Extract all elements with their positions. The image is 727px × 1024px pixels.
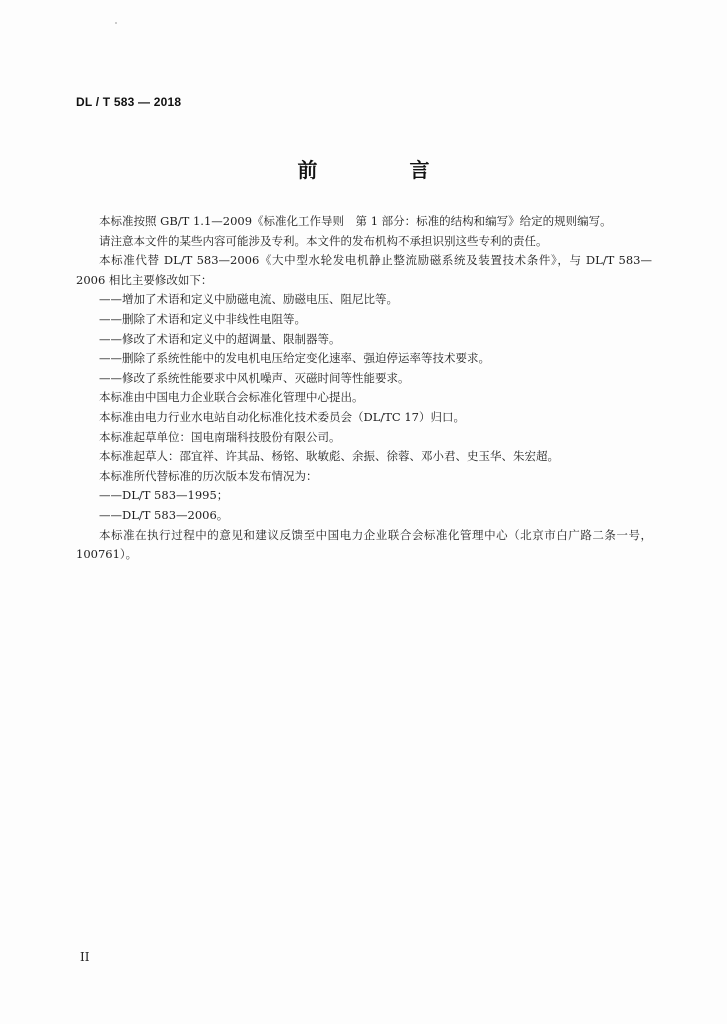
- paragraph-proposed-by: 本标准由中国电力企业联合会标准化管理中心提出。: [99, 390, 364, 405]
- change-item: ——修改了术语和定义中的超调量、限制器等。: [99, 331, 341, 346]
- change-item: ——删除了术语和定义中非线性电阻等。: [99, 311, 306, 326]
- change-item: ——增加了术语和定义中励磁电流、励磁电压、阻尼比等。: [99, 292, 398, 307]
- scan-speck: [115, 22, 117, 24]
- paragraph-replacement: 本标准代替 DL/T 583—2006《大中型水轮发电机静止整流励磁系统及装置技术条件》，与 DL/T 583—2006 相比主要修改如下：: [76, 253, 652, 287]
- paragraph-patent-notice: 请注意本文件的某些内容可能涉及专利。本文件的发布机构不承担识别这些专利的责任。: [99, 233, 548, 248]
- change-item: ——修改了系统性能要求中风机噪声、灭磁时间等性能要求。: [99, 370, 410, 385]
- paragraph-drafting-rules: 本标准按照 GB/T 1.1—2009《标准化工作导则 第 1 部分：标准的结构和编写》给定的规则编写。: [99, 214, 612, 228]
- paragraph-managed-by: 本标准由电力行业水电站自动化标准化技术委员会（DL/TC 17）归口。: [99, 409, 465, 424]
- paragraph-drafting-unit: 本标准起草单位：国电南瑞科技股份有限公司。: [99, 429, 341, 444]
- history-item: ——DL/T 583—2006。: [99, 507, 229, 522]
- paragraph-feedback: 本标准在执行过程中的意见和建议反馈至中国电力企业联合会标准化管理中心（北京市白广路二条一号，100761）。: [76, 527, 652, 562]
- paragraph-history-intro: 本标准所代替标准的历次版本发布情况为：: [99, 468, 318, 483]
- standard-number-header: DL / T 583 — 2018: [76, 95, 182, 109]
- history-item: ——DL/T 583—1995；: [99, 488, 229, 503]
- page-title: 前 言: [297, 158, 466, 182]
- foreword-body: [76, 212, 652, 565]
- page-number: II: [80, 950, 90, 964]
- paragraph-drafters: 本标准起草人：邵宜祥、许其品、杨铭、耿敏彪、余振、徐蓉、邓小君、史玉华、朱宏超。: [99, 449, 559, 464]
- change-item: ——删除了系统性能中的发电机电压给定变化速率、强迫停运率等技术要求。: [99, 351, 490, 366]
